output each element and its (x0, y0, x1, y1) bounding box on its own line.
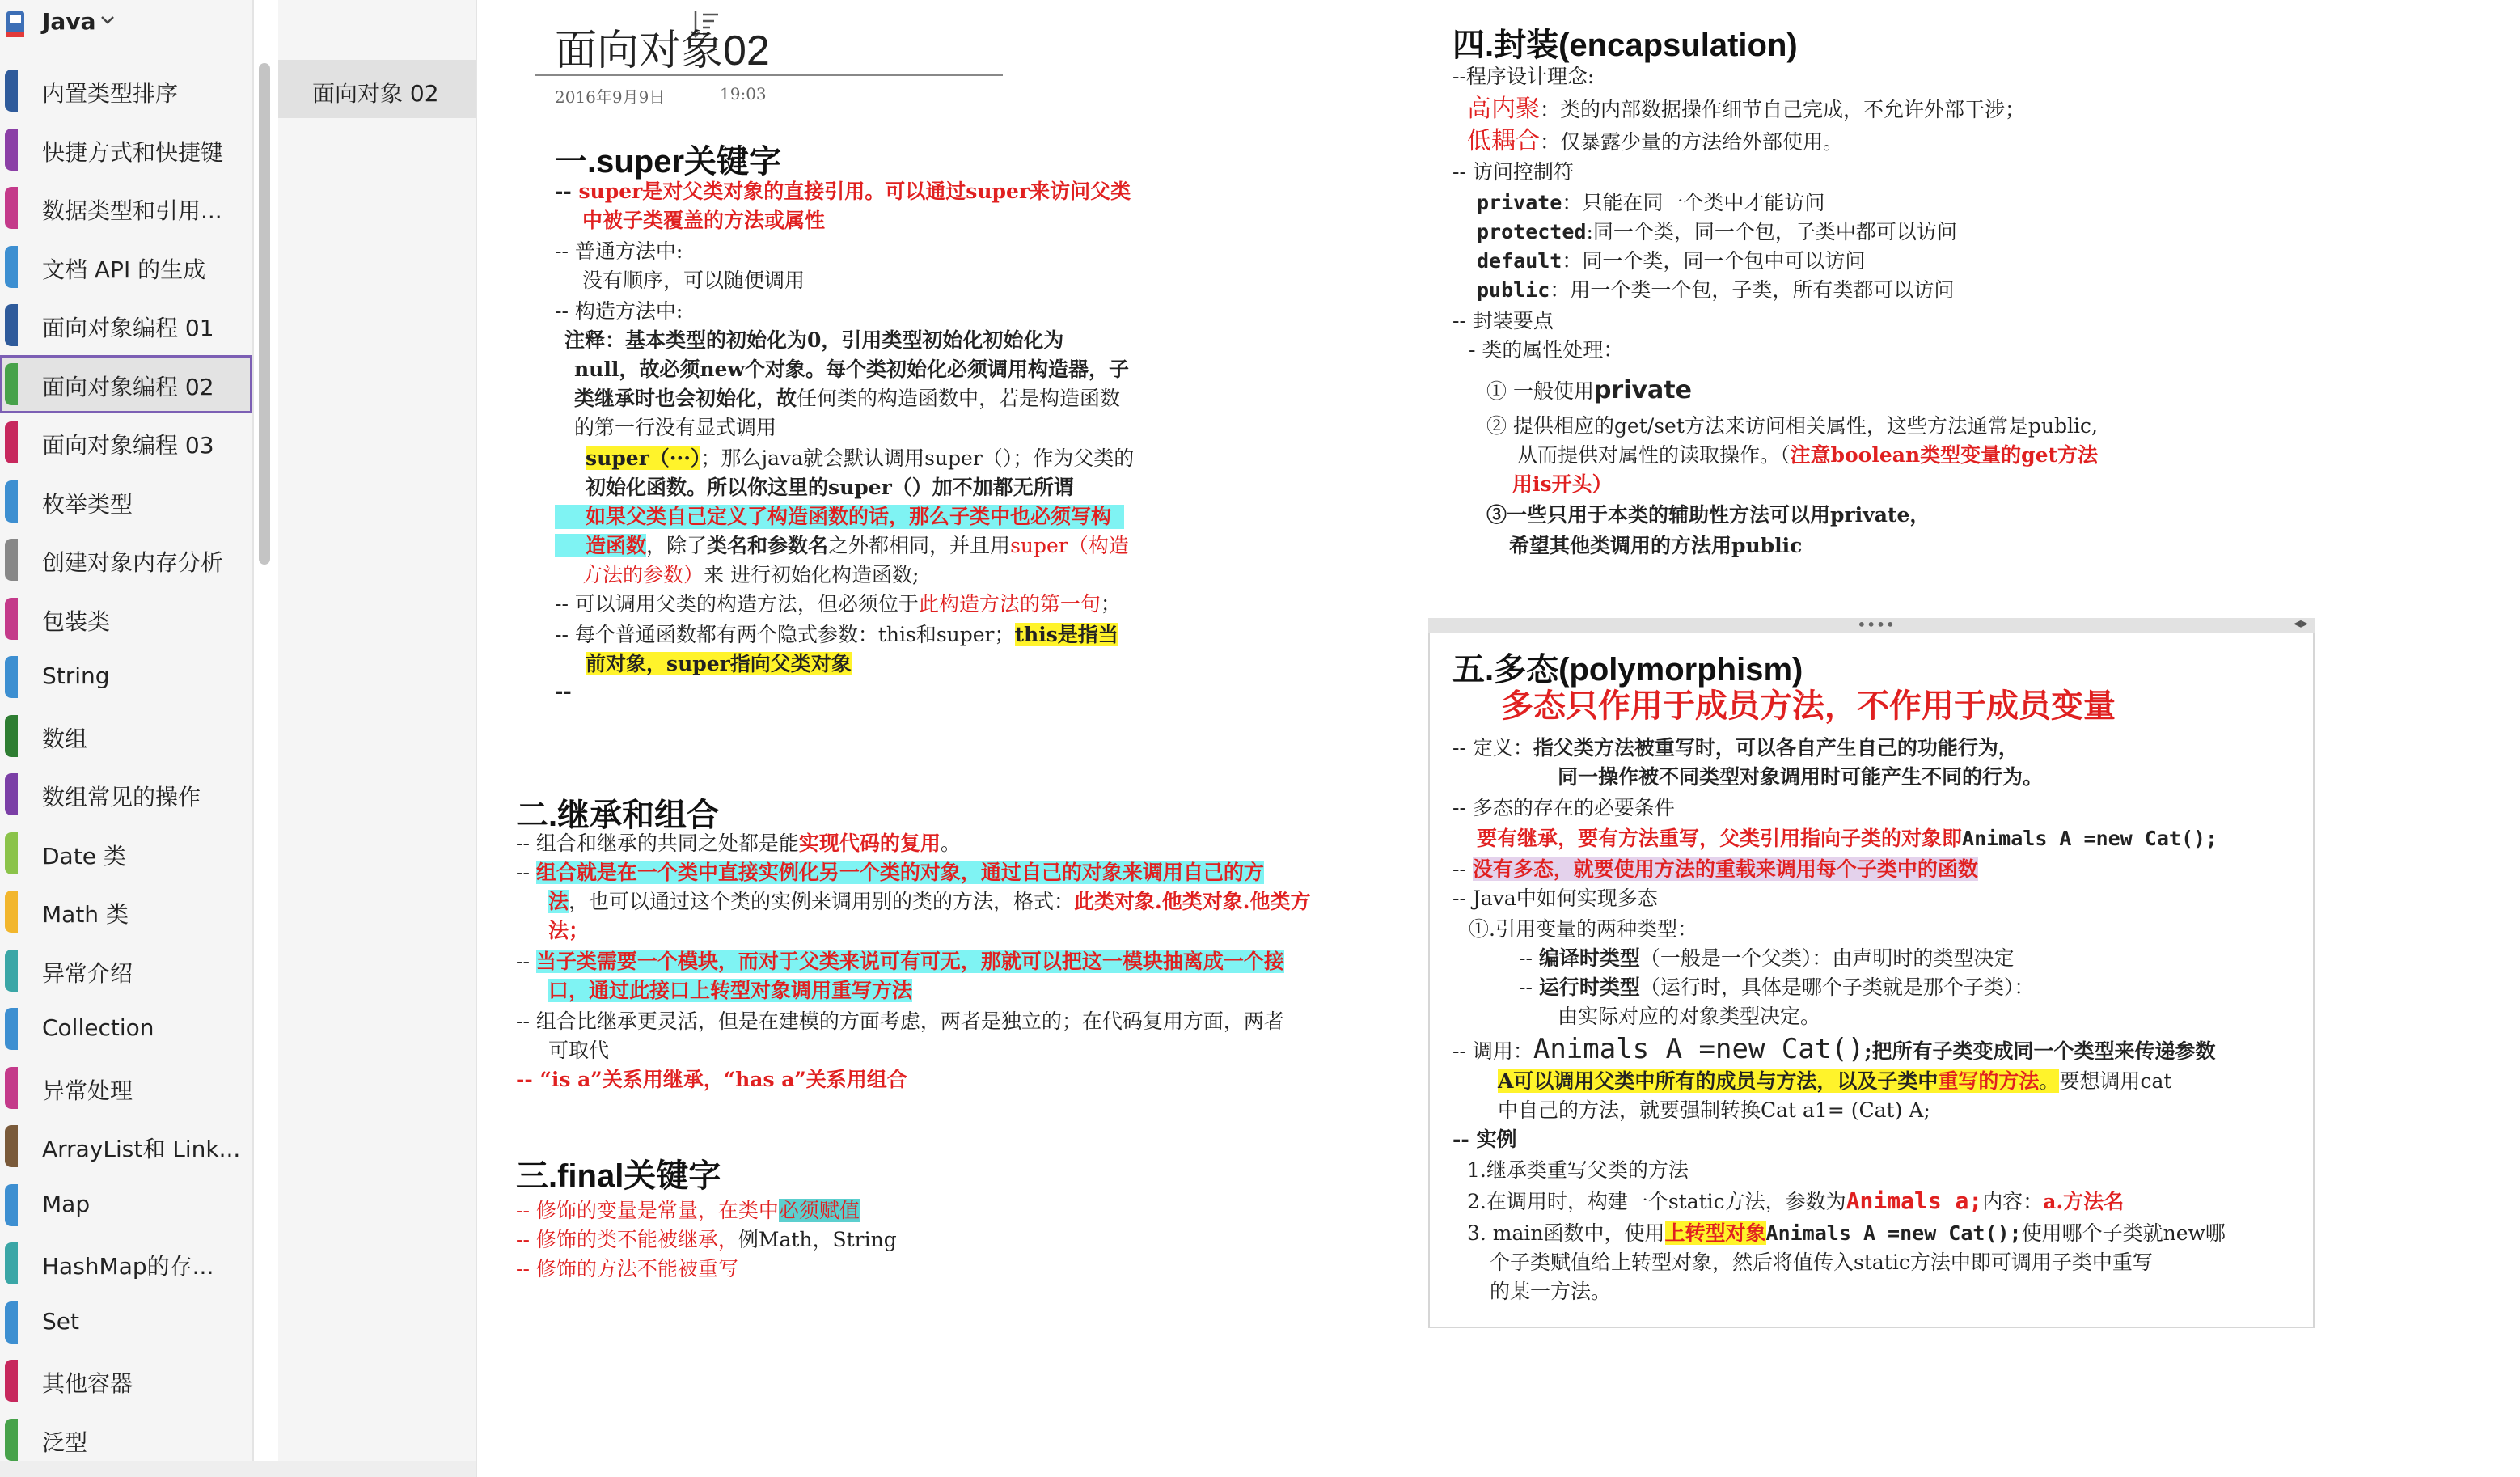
text-line: 可取代 (548, 1039, 610, 1062)
section-item-label: 创建对象内存分析 (42, 549, 224, 576)
page-canvas[interactable] (477, 0, 2520, 1477)
section-item-label: Math 类 (42, 901, 129, 928)
text-line: -- Java中如何实现多态 (1452, 887, 1658, 910)
text-line: super（···）；那么java就会默认调用super（）；作为父类的 (586, 446, 1135, 470)
section-color-tab (5, 246, 18, 288)
title-underline (535, 74, 1003, 76)
section-item[interactable] (0, 1117, 252, 1176)
section-color-tab (5, 70, 18, 112)
text-line: -- 构造方法中: (555, 299, 683, 323)
section-item[interactable] (0, 765, 252, 824)
text-line: ② 提供相应的get/set方法来访问相关属性，这些方法通常是public, (1486, 414, 2098, 438)
section-item-label: 包装类 (42, 607, 111, 635)
text-line: 的第一行没有显式调用 (574, 416, 777, 439)
text-line: --程序设计理念: (1452, 65, 1595, 88)
text-line: -- 普通方法中: (555, 239, 683, 263)
notebook-switcher[interactable] (0, 0, 252, 52)
text-line: 个子类赋值给上转型对象，然后将值传入static方法中即可调用子类中重写 (1490, 1251, 2153, 1274)
text-line: ① 一般使用private (1486, 376, 1692, 404)
section-color-tab (5, 950, 18, 992)
text-line: -- 修饰的方法不能被重写 (516, 1257, 738, 1280)
text-line: ①.引用变量的两种类型： (1469, 917, 1698, 941)
text-line: -- 编译时类型（一般是一个父类）：由声明时的类型决定 (1519, 946, 2015, 970)
section-item[interactable] (0, 238, 252, 297)
section-item[interactable] (0, 472, 252, 531)
section-item[interactable] (0, 590, 252, 649)
text-line-highlight: 如果父类自己定义了构造函数的话，那么子类中也必须写构 (555, 505, 1124, 529)
section-item-label: 数据类型和引用... (42, 197, 222, 224)
section-color-tab (5, 1125, 18, 1167)
text-line: -- 多态的存在的必要条件 (1452, 796, 1675, 819)
text-line: 要有继承，要有方法重写，父类引用指向子类的对象即Animals A =new Cat(); (1477, 827, 2218, 850)
section-item-label: 枚举类型 (42, 490, 133, 518)
heading-super: 一.super关键字 (555, 144, 782, 180)
section-item[interactable] (0, 824, 252, 883)
text-line: 低耦合：仅暴露少量的方法给外部使用。 (1467, 127, 1844, 155)
text-line: 类继承时也会初始化，故任何类的构造函数中，若是构造函数 (574, 387, 1121, 410)
section-item[interactable] (0, 61, 252, 121)
text-line: 由实际对应的对象类型决定。 (1558, 1005, 1821, 1028)
text-line: 口，通过此接口上转型对象调用重写方法 (548, 979, 913, 1002)
section-item[interactable] (0, 882, 252, 942)
section-color-tab (5, 187, 18, 229)
page-date: 2016年9月9日 (555, 87, 666, 107)
text-line: -- 实例 (1452, 1128, 1517, 1151)
text-line: -- 当子类需要一个模块，而对于父类来说可有可无，那就可以把这一模块抽离成一个接 (516, 950, 1284, 973)
page-item-label: 面向对象 02 (312, 80, 439, 107)
heading-final: 三.final关键字 (516, 1158, 721, 1194)
text-line: -- 封装要点 (1452, 309, 1554, 332)
section-color-tab (5, 304, 18, 346)
text-line: -- 修饰的变量是常量，在类中必须赋值 (516, 1199, 860, 1222)
page-item-selected[interactable] (278, 60, 476, 118)
section-item-label: Set (42, 1307, 79, 1335)
section-color-tab (5, 715, 18, 757)
section-item[interactable] (0, 121, 252, 180)
text-line: -- 每个普通函数都有两个隐式参数：this和super；this是指当 (555, 623, 1118, 646)
text-line: -- 运行时类型（运行时，具体是哪个子类就是那个子类）： (1519, 975, 2035, 999)
text-line: 造函数，除了类名和参数名之外都相同，并且用super（构造 (555, 534, 1129, 558)
section-item[interactable] (0, 1176, 252, 1235)
text-line: 希望其他类调用的方法用public (1509, 534, 1803, 557)
text-line: public：用一个类一个包，子类，所有类都可以访问 (1477, 278, 1955, 302)
section-item[interactable] (0, 179, 252, 238)
text-line: 从而提供对属性的读取操作。（注意boolean类型变量的get方法 (1517, 443, 2099, 467)
section-item[interactable] (0, 413, 252, 472)
text-line: -- 组合就是在一个类中直接实例化另一个类的对象，通过自己的对象来调用自己的方 (516, 861, 1264, 884)
section-color-tab (5, 1360, 18, 1402)
text-line: 前对象，super指向父类对象 (586, 652, 852, 675)
section-item-label: 面向对象编程 02 (42, 373, 214, 400)
sidebar-footer (0, 1461, 476, 1477)
section-item-label: 面向对象编程 01 (42, 315, 214, 341)
text-line: 中被子类覆盖的方法或属性 (582, 209, 826, 232)
text-line: 方法的参数）来 进行初始化构造函数; (582, 563, 920, 586)
text-line: 高内聚：类的内部数据操作细节自己完成，不允许外部干涉； (1467, 95, 2026, 123)
section-item[interactable] (0, 1293, 252, 1352)
notebook-title: Java (42, 8, 96, 35)
page-list (278, 0, 477, 1477)
text-line: 同一操作被不同类型对象调用时可能产生不同的行为。 (1558, 765, 2044, 789)
section-item[interactable] (0, 296, 252, 355)
chevron-down-icon[interactable] (99, 11, 116, 29)
text-line: 初始化函数。所以你这里的super（）加不加都无所谓 (586, 476, 1074, 499)
section-item[interactable] (0, 355, 252, 414)
page-time: 19:03 (720, 84, 767, 104)
section-item-label: 数组常见的操作 (42, 784, 201, 810)
section-item-label: 面向对象编程 03 (42, 432, 214, 459)
section-item[interactable] (0, 1352, 252, 1411)
section-color-tab (5, 1067, 18, 1109)
section-color-tab (5, 129, 18, 171)
text-line: null，故必须new个对象。每个类初始化必须调用构造器，子 (574, 358, 1129, 381)
section-color-tab (5, 1301, 18, 1344)
section-color-tab (5, 656, 18, 698)
text-line: -- 调用：Animals A =new Cat();把所有子类变成同一个类型来传递参数 (1452, 1033, 2216, 1065)
text-line: 中自己的方法，就要强制转换Cat a1= (Cat) A; (1498, 1098, 1930, 1122)
section-item-label: Collection (42, 1014, 154, 1041)
heading-inheritance: 二.继承和组合 (516, 798, 720, 833)
section-item-label: Map (42, 1190, 91, 1217)
text-line: private：只能在同一个类中才能访问 (1477, 191, 1825, 214)
text-line: -- 没有多态，就要使用方法的重载来调用每个子类中的函数 (1452, 857, 1978, 881)
text-line: protected:同一个类，同一个包，子类中都可以访问 (1477, 220, 1957, 243)
section-item[interactable] (0, 531, 252, 590)
text-line: ③一些只用于本类的辅助性方法可以用private， (1486, 503, 1930, 527)
section-item-label: 快捷方式和快捷键 (42, 138, 224, 166)
section-color-tab (5, 1184, 18, 1226)
text-line: -- 组合和继承的共同之处都是能实现代码的复用。 (516, 832, 961, 855)
section-color-tab (5, 773, 18, 815)
page-title[interactable]: 面向对象02 (555, 28, 770, 74)
text-line: 注释：基本类型的初始化为0，引用类型初始化初始化为 (564, 328, 1064, 352)
section-item[interactable] (0, 648, 252, 707)
text-line: 的某一方法。 (1490, 1280, 1612, 1303)
text-line: -- 定义：指父类方法被重写时，可以各自产生自己的功能行为， (1452, 736, 2019, 760)
section-item-label: Date 类 (42, 842, 126, 870)
section-item[interactable] (0, 1234, 252, 1293)
section-item[interactable] (0, 707, 252, 766)
section-item-label: 异常处理 (42, 1077, 133, 1104)
section-color-tab (5, 539, 18, 581)
section-color-tab (5, 891, 18, 933)
section-color-tab (5, 1008, 18, 1050)
section-item[interactable] (0, 1000, 252, 1059)
text-line: -- “is a”关系用继承，“has a”关系用组合 (516, 1068, 907, 1091)
text-line: 3. main函数中，使用上转型对象Animals A =new Cat();使用哪个子类就new哪 (1467, 1221, 2226, 1245)
section-item-label: 其他容器 (42, 1370, 133, 1397)
resize-arrows-icon[interactable]: ◂▸ (2294, 615, 2309, 632)
section-list (0, 61, 252, 1469)
text-line: 没有顺序，可以随便调用 (582, 269, 805, 292)
section-color-tab (5, 832, 18, 874)
section-color-tab (5, 421, 18, 463)
text-line: -- 组合比继承更灵活，但是在建模的方面考虑，两者是独立的；在代码复用方面，两者 (516, 1009, 1284, 1033)
section-item-label: 泛型 (42, 1428, 88, 1456)
section-item-label: HashMap的存... (42, 1253, 214, 1280)
section-item-label: String (42, 662, 110, 689)
section-item[interactable] (0, 1059, 252, 1118)
section-item-label: 数组 (42, 725, 88, 752)
section-color-tab (5, 1419, 18, 1461)
polymorphism-subtitle: 多态只作用于成员方法，不作用于成员变量 (1501, 688, 2116, 725)
text-line: -- 可以调用父类的构造方法，但必须位于此构造方法的第一句； (555, 592, 1121, 616)
section-color-tab (5, 363, 18, 405)
text-line: 2.在调用时，构建一个static方法，参数为Animals a;内容：a.方法名 (1467, 1187, 2125, 1214)
text-line: 法； (548, 919, 590, 942)
text-line: 法，也可以通过这个类的实例来调用别的类的方法，格式：此类对象.他类对象.他类方 (548, 890, 1311, 913)
text-line: default：同一个类，同一个包中可以访问 (1477, 249, 1866, 273)
section-item-label: 内置类型排序 (42, 80, 179, 107)
section-color-tab (5, 598, 18, 640)
text-line: 用is开头） (1512, 472, 1613, 496)
sidebar-scrollbar[interactable] (259, 63, 270, 565)
text-line: -- 访问控制符 (1452, 160, 1574, 184)
section-color-tab (5, 1242, 18, 1284)
section-item[interactable] (0, 942, 252, 1001)
text-line: A可以调用父类中所有的成员与方法，以及子类中重写的方法。要想调用cat (1498, 1069, 2172, 1093)
text-line: -- 修饰的类不能被继承，例Math，String (516, 1228, 897, 1251)
text-line: -- super是对父类对象的直接引用。可以通过super来访问父类 (555, 180, 1131, 203)
text-line: -- (555, 679, 572, 703)
section-item-label: ArrayList和 Link... (42, 1136, 241, 1162)
notebook-icon (5, 10, 27, 39)
heading-polymorphism: 五.多态(polymorphism) (1452, 652, 1803, 688)
text-line: 1.继承类重写父类的方法 (1467, 1158, 1689, 1182)
section-item-label: 文档 API 的生成 (42, 256, 206, 283)
heading-encapsulation: 四.封装(encapsulation) (1452, 28, 1798, 63)
text-line: - 类的属性处理： (1469, 338, 1624, 362)
section-sidebar (0, 0, 254, 1477)
section-color-tab (5, 480, 18, 523)
section-item-label: 异常介绍 (42, 959, 133, 987)
drag-handle-icon[interactable]: •••• (1857, 615, 1896, 634)
